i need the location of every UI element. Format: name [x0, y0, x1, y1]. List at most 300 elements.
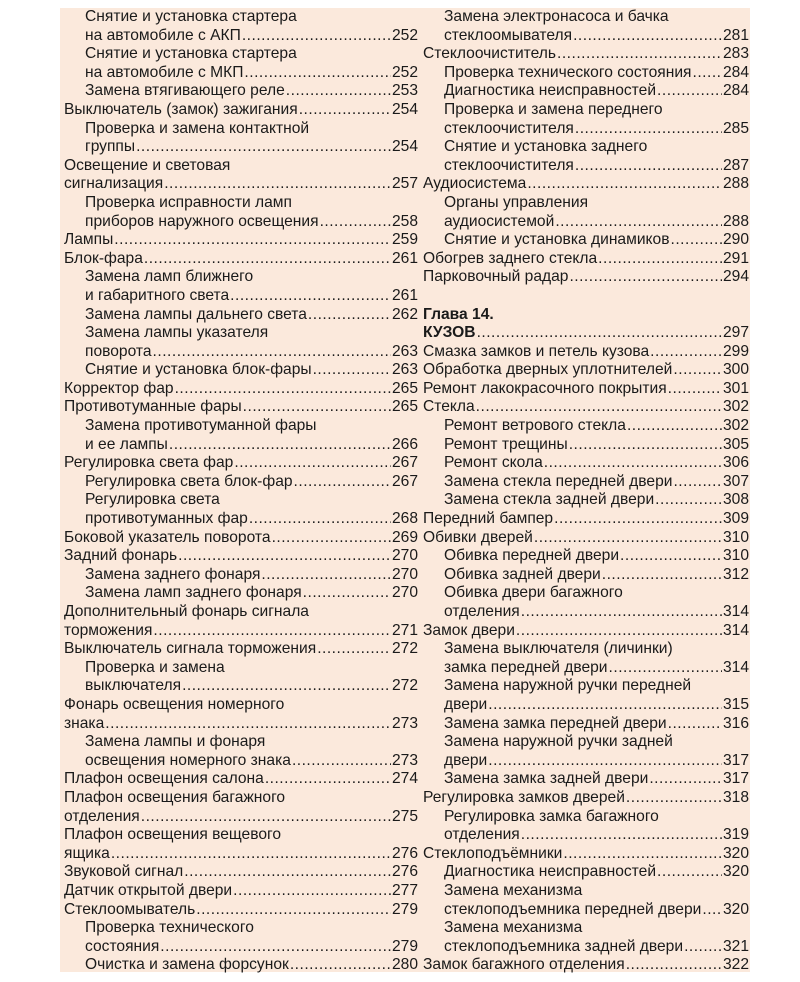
toc-dot-leader: [563, 845, 722, 864]
toc-page-number: 272: [391, 640, 418, 658]
toc-dot-leader: [544, 454, 722, 473]
toc-dot-leader: [169, 436, 391, 455]
toc-page-number: 284: [722, 82, 749, 100]
toc-entry[interactable]: [423, 361, 749, 380]
toc-page-number: 271: [391, 621, 418, 639]
toc-page-number: 310: [722, 528, 749, 546]
toc-page-number: 273: [391, 751, 418, 769]
toc-dot-leader: [175, 380, 391, 399]
toc-dot-leader: [626, 956, 722, 975]
toc-entry[interactable]: [64, 956, 418, 975]
toc-dot-leader: [477, 324, 722, 343]
toc-entry-title: Обивка задней двери: [444, 565, 601, 583]
toc-entry-title: торможения: [64, 621, 153, 639]
toc-dot-leader: [521, 603, 722, 622]
toc-entry-title: Проверка и замена контактной: [85, 119, 310, 137]
toc-entry-title: Замена замка задней двери: [444, 770, 649, 788]
toc-entry-title: Глава 14.: [423, 305, 494, 323]
toc-page-number: 321: [722, 937, 749, 955]
toc-entry-title: Проверка и замена: [85, 658, 225, 676]
toc-entry[interactable]: [423, 250, 749, 269]
toc-dot-leader: [160, 938, 391, 957]
toc-chapter-heading[interactable]: [423, 306, 749, 343]
toc-dot-leader: [164, 175, 391, 194]
toc-page-number: 283: [722, 45, 749, 63]
toc-page-number: 267: [391, 472, 418, 490]
toc-entry-title: Снятие и установка динамиков: [444, 231, 670, 249]
toc-entry-title: Очистка и замена форсунок: [85, 956, 289, 974]
toc-entry-title: стеклоомывателя: [444, 26, 573, 44]
toc-page-number: 269: [391, 528, 418, 546]
toc-page-number: 257: [391, 175, 418, 193]
toc-entry-title: Регулировка замка багажного: [444, 807, 659, 825]
toc-entry[interactable]: [64, 101, 418, 120]
toc-dot-leader: [111, 845, 391, 864]
toc-entry[interactable]: [64, 231, 418, 250]
toc-page-number: 280: [391, 956, 418, 974]
toc-entry[interactable]: [64, 603, 418, 640]
toc-page-number: 291: [722, 249, 749, 267]
toc-entry[interactable]: [64, 8, 418, 45]
toc-entry-title: приборов наружного освещения: [85, 212, 319, 230]
toc-entry-title: Регулировка света блок-фар: [85, 472, 293, 490]
toc-entry[interactable]: [423, 770, 749, 789]
toc-entry-title: стеклоочистителя: [444, 119, 574, 137]
toc-entry-title: Замена стекла задней двери: [444, 491, 655, 509]
toc-entry[interactable]: [64, 733, 418, 770]
toc-entry-title: отделения: [444, 603, 520, 620]
toc-page-number: 270: [391, 565, 418, 583]
toc-dot-leader: [178, 547, 391, 566]
toc-entry-title: Снятие и установка стартера: [85, 8, 297, 25]
toc-spacer: [423, 287, 749, 306]
toc-entry-title: Регулировка света фар: [64, 454, 234, 472]
toc-page-number: 266: [391, 435, 418, 453]
toc-entry-title: Замена заднего фонаря: [85, 565, 261, 583]
toc-page-number: 300: [722, 361, 749, 379]
toc-page-number: 276: [391, 844, 418, 862]
toc-dot-leader: [114, 231, 391, 250]
toc-entry-title: Замена ламп ближнего: [85, 268, 254, 286]
toc-entry[interactable]: [423, 529, 749, 548]
toc-dot-leader: [184, 863, 391, 882]
toc-entry[interactable]: [423, 231, 749, 250]
toc-entry-title: выключателя: [85, 677, 182, 695]
toc-dot-leader: [488, 752, 722, 771]
toc-entry[interactable]: [423, 64, 749, 83]
toc-entry-title: и габаритного света: [85, 286, 230, 304]
toc-entry[interactable]: [64, 380, 418, 399]
toc-entry[interactable]: [64, 901, 418, 920]
toc-entry-title: Замена стекла передней двери: [444, 472, 673, 490]
toc-dot-leader: [286, 82, 391, 101]
toc-entry[interactable]: [423, 919, 749, 956]
toc-dot-leader: [234, 454, 391, 473]
toc-page-number: 270: [391, 547, 418, 565]
toc-entry-title: освещения номерного знака: [85, 751, 291, 769]
toc-dot-leader: [320, 213, 391, 232]
toc-page-number: 309: [722, 510, 749, 528]
toc-dot-leader: [488, 696, 722, 715]
toc-entry[interactable]: [423, 101, 749, 138]
toc-dot-leader: [516, 622, 722, 641]
toc-entry-title: Ремонт трещины: [444, 435, 568, 453]
toc-page-number: 284: [722, 63, 749, 81]
toc-entry-title: Снятие и установка блок-фары: [85, 361, 312, 379]
toc-dot-leader: [534, 529, 722, 548]
toc-page-number: 254: [391, 138, 418, 156]
toc-entry[interactable]: [423, 417, 749, 436]
toc-dot-leader: [303, 584, 391, 603]
toc-entry-title: Ремонт ветрового стекла: [444, 417, 626, 435]
toc-entry[interactable]: [423, 510, 749, 529]
toc-page-number: 261: [391, 249, 418, 267]
toc-dot-leader: [569, 436, 722, 455]
toc-entry-title: поворота: [85, 342, 152, 360]
toc-entry-title: Снятие и установка стартера: [85, 45, 297, 63]
toc-dot-leader: [244, 64, 391, 83]
toc-dot-leader: [684, 938, 722, 957]
toc-entry[interactable]: [64, 268, 418, 305]
toc-dot-leader: [673, 473, 722, 492]
toc-dot-leader: [693, 64, 722, 83]
toc-dot-leader: [668, 380, 722, 399]
toc-dot-leader: [554, 510, 722, 529]
toc-entry-title: Замок багажного отделения: [423, 956, 625, 974]
toc-entry-title: Снятие и установка заднего: [444, 138, 648, 156]
toc-dot-leader: [243, 398, 391, 417]
toc-entry-title: Обработка дверных уплотнителей: [423, 361, 673, 379]
toc-entry-title: Звуковой сигнал: [64, 863, 184, 881]
toc-entry-title: Передний бампер: [423, 510, 554, 528]
toc-entry-title: Освещение и световая: [64, 156, 231, 174]
toc-entry[interactable]: [64, 659, 418, 696]
toc-entry-title: Замена лампы указателя: [85, 324, 269, 342]
toc-page-number: 299: [722, 342, 749, 360]
toc-entry[interactable]: [423, 584, 749, 621]
toc-entry[interactable]: [423, 82, 749, 101]
toc-entry[interactable]: [64, 696, 418, 733]
toc-entry[interactable]: [64, 361, 418, 380]
toc-entry[interactable]: [64, 250, 418, 269]
toc-entry-title: Замена электронасоса и бачка: [444, 8, 669, 25]
toc-page-number: 305: [722, 435, 749, 453]
toc-dot-leader: [602, 566, 722, 585]
toc-entry[interactable]: [423, 454, 749, 473]
toc-dot-leader: [657, 863, 722, 882]
toc-dot-leader: [242, 27, 391, 46]
toc-entry-title: Диагностика неисправностей: [444, 863, 657, 881]
toc-entry-title: состояния: [85, 937, 160, 955]
toc-dot-leader: [657, 82, 722, 101]
toc-page-number: 252: [391, 63, 418, 81]
toc-entry[interactable]: [64, 863, 418, 882]
toc-page-number: 267: [391, 454, 418, 472]
toc-page-number: 302: [722, 398, 749, 416]
toc-page-number: 281: [722, 26, 749, 44]
toc-page-number: 290: [722, 231, 749, 249]
toc-page-number: 288: [722, 212, 749, 230]
toc-dot-leader: [668, 715, 722, 734]
toc-entry[interactable]: [64, 640, 418, 659]
toc-dot-leader: [292, 752, 391, 771]
toc-entry[interactable]: [423, 863, 749, 882]
toc-dot-leader: [620, 547, 722, 566]
toc-dot-leader: [105, 715, 391, 734]
toc-page-number: 320: [722, 844, 749, 862]
toc-entry-title: КУЗОВ: [423, 324, 476, 342]
toc-page-number: 263: [391, 342, 418, 360]
toc-entry[interactable]: [423, 436, 749, 455]
toc-page-number: 252: [391, 26, 418, 44]
toc-entry-title: Проверка технического состояния: [444, 63, 692, 81]
toc-page-number: 312: [722, 565, 749, 583]
toc-entry-title: Ремонт скола: [444, 454, 543, 472]
toc-entry-title: Парковочный радар: [423, 268, 569, 286]
toc-dot-leader: [671, 231, 722, 250]
toc-entry[interactable]: [64, 120, 418, 157]
toc-entry[interactable]: [423, 343, 749, 362]
toc-entry[interactable]: [64, 826, 418, 863]
toc-entry-title: Замена лампы дальнего света: [85, 305, 307, 323]
toc-entry-title: Замена втягивающего реле: [85, 82, 285, 100]
toc-entry-title: Дополнительный фонарь сигнала: [64, 603, 309, 620]
toc-entry[interactable]: [64, 398, 418, 417]
toc-page-number: 310: [722, 547, 749, 565]
toc-entry-title: Замена механизма: [444, 881, 583, 899]
toc-dot-leader: [557, 45, 722, 64]
toc-entry-title: стеклоочистителя: [444, 156, 574, 174]
toc-entry[interactable]: [423, 175, 749, 194]
toc-dot-leader: [702, 901, 722, 920]
toc-page-number: 306: [722, 454, 749, 472]
toc-entry-title: стеклоподъемника передней двери: [444, 900, 702, 918]
toc-entry[interactable]: [64, 45, 418, 82]
toc-page-number: 258: [391, 212, 418, 230]
toc-page-number: 261: [391, 286, 418, 304]
toc-page-number: 275: [391, 807, 418, 825]
toc-entry-title: Плафон освещения вещевого: [64, 826, 282, 844]
toc-dot-leader: [290, 956, 391, 975]
toc-entry-title: Обогрев заднего стекла: [423, 249, 598, 267]
toc-dot-leader: [655, 491, 722, 510]
toc-entry-title: Плафон освещения салона: [64, 770, 264, 788]
toc-entry-title: Замена ламп заднего фонаря: [85, 584, 302, 602]
toc-entry-title: Обивка передней двери: [444, 547, 620, 565]
toc-page-number: 263: [391, 361, 418, 379]
toc-entry-title: Органы управления: [444, 193, 589, 211]
toc-entry-title: Замок двери: [423, 621, 515, 639]
toc-dot-leader: [609, 659, 722, 678]
toc-dot-leader: [317, 640, 391, 659]
toc-entry-title: замка передней двери: [444, 658, 608, 676]
toc-entry[interactable]: [423, 380, 749, 399]
toc-entry-title: двери: [444, 695, 488, 713]
toc-dot-leader: [476, 398, 722, 417]
toc-page-number: 288: [722, 175, 749, 193]
toc-entry[interactable]: [64, 306, 418, 325]
toc-entry-title: противотуманных фар: [85, 510, 248, 528]
toc-entry-title: Боковой указатель поворота: [64, 528, 271, 546]
toc-entry[interactable]: [423, 8, 749, 45]
toc-entry-title: Выключатель (замок) зажигания: [64, 100, 298, 118]
toc-entry-title: Регулировка света: [85, 491, 220, 509]
toc-dot-leader: [196, 901, 391, 920]
toc-entry[interactable]: [423, 491, 749, 510]
toc-entry-title: Проверка технического: [85, 919, 254, 937]
toc-entry-title: Фонарь освещения номерного: [64, 695, 285, 713]
toc-entry[interactable]: [64, 529, 418, 548]
toc-entry-title: Замена противотуманной фары: [85, 417, 317, 435]
toc-page-number: 302: [722, 417, 749, 435]
toc-dot-leader: [136, 138, 391, 157]
toc-dot-leader: [233, 882, 391, 901]
toc-entry[interactable]: [423, 622, 749, 641]
toc-dot-leader: [265, 770, 391, 789]
toc-dot-leader: [272, 529, 391, 548]
toc-entry-title: Замена выключателя (личинки): [444, 640, 673, 658]
toc-entry-title: ящика: [64, 844, 110, 862]
toc-dot-leader: [144, 250, 391, 269]
toc-entry[interactable]: [64, 882, 418, 901]
toc-page-number: 277: [391, 881, 418, 899]
toc-entry-title: знака: [64, 714, 105, 732]
toc-dot-leader: [527, 175, 722, 194]
toc-entry[interactable]: [64, 417, 418, 454]
toc-entry-title: Проверка и замена переднего: [444, 100, 663, 118]
toc-entry[interactable]: [64, 473, 418, 492]
toc-page-number: 315: [722, 695, 749, 713]
toc-entry[interactable]: [64, 491, 418, 528]
toc-entry[interactable]: [64, 324, 418, 361]
toc-entry[interactable]: [64, 157, 418, 194]
toc-entry[interactable]: [423, 138, 749, 175]
toc-entry-title: Обивка двери багажного: [444, 584, 623, 602]
toc-page-number: 314: [722, 621, 749, 639]
toc-entry-title: отделения: [444, 826, 520, 844]
toc-entry-title: Обивки дверей: [423, 528, 533, 546]
toc-entry-title: Замена механизма: [444, 919, 583, 937]
toc-entry[interactable]: [423, 547, 749, 566]
toc-dot-leader: [569, 268, 722, 287]
toc-entry-title: Стеклоочиститель: [423, 45, 557, 63]
toc-page-number: 265: [391, 398, 418, 416]
toc-entry[interactable]: [423, 715, 749, 734]
toc-page-number: 272: [391, 677, 418, 695]
toc-entry[interactable]: [423, 398, 749, 417]
toc-entry-title: группы: [85, 138, 136, 156]
toc-entry-title: Лампы: [64, 231, 114, 249]
toc-entry[interactable]: [423, 473, 749, 492]
toc-entry[interactable]: [423, 808, 749, 845]
toc-dot-leader: [521, 826, 722, 845]
toc-page-number: 259: [391, 231, 418, 249]
toc-entry-title: Проверка исправности ламп: [85, 193, 292, 211]
toc-entry-title: Диагностика неисправностей: [444, 82, 657, 100]
toc-entry-title: Стекла: [423, 398, 475, 416]
toc-entry-title: Ремонт лакокрасочного покрытия: [423, 379, 667, 397]
toc-page-number: 253: [391, 82, 418, 100]
toc-dot-leader: [299, 101, 391, 120]
toc-entry-title: стеклоподъемника задней двери: [444, 937, 684, 955]
toc-entry[interactable]: [64, 566, 418, 585]
toc-entry-title: Замена наружной ручки передней: [444, 677, 692, 695]
toc-entry[interactable]: [423, 640, 749, 677]
toc-page-number: 322: [722, 956, 749, 974]
toc-page-number: 316: [722, 714, 749, 732]
toc-entry[interactable]: [423, 845, 749, 864]
toc-dot-leader: [555, 213, 722, 232]
toc-page-number: 320: [722, 900, 749, 918]
toc-entry[interactable]: [423, 733, 749, 770]
toc-entry-title: Корректор фар: [64, 379, 174, 397]
table-of-contents: [60, 8, 750, 972]
toc-dot-leader: [182, 677, 391, 696]
toc-page-number: 294: [722, 268, 749, 286]
toc-page-number: 318: [722, 788, 749, 806]
toc-page-number: 320: [722, 863, 749, 881]
toc-page-number: 274: [391, 770, 418, 788]
toc-entry[interactable]: [64, 919, 418, 956]
toc-entry-title: отделения: [64, 807, 140, 825]
toc-page-number: 279: [391, 900, 418, 918]
toc-entry[interactable]: [64, 194, 418, 231]
toc-entry[interactable]: [64, 454, 418, 473]
toc-page-number: 317: [722, 751, 749, 769]
toc-entry[interactable]: [64, 82, 418, 101]
toc-page-number: 319: [722, 826, 749, 844]
toc-page-number: 287: [722, 156, 749, 174]
toc-entry[interactable]: [423, 194, 749, 231]
toc-entry[interactable]: [423, 677, 749, 714]
toc-dot-leader: [573, 27, 722, 46]
toc-dot-leader: [249, 510, 391, 529]
toc-entry[interactable]: [423, 882, 749, 919]
toc-page-number: 297: [722, 324, 749, 342]
toc-page-number: 314: [722, 603, 749, 620]
toc-entry-title: Датчик открытой двери: [64, 881, 233, 899]
toc-entry-title: Замена наружной ручки задней: [444, 733, 673, 751]
toc-entry[interactable]: [423, 45, 749, 64]
toc-dot-leader: [575, 157, 722, 176]
toc-entry[interactable]: [423, 566, 749, 585]
toc-entry-title: сигнализация: [64, 175, 164, 193]
toc-dot-leader: [649, 770, 722, 789]
toc-entry[interactable]: [64, 770, 418, 789]
toc-page-number: 301: [722, 379, 749, 397]
toc-page-number: 270: [391, 584, 418, 602]
toc-page-number: 262: [391, 305, 418, 323]
toc-page-number: 273: [391, 714, 418, 732]
toc-entry-title: на автомобиле с МКП: [85, 63, 244, 81]
toc-dot-leader: [626, 789, 722, 808]
toc-page-number: 314: [722, 658, 749, 676]
toc-entry[interactable]: [64, 789, 418, 826]
toc-entry[interactable]: [423, 956, 749, 975]
toc-entry[interactable]: [64, 547, 418, 566]
toc-entry-title: и ее лампы: [85, 435, 168, 453]
toc-entry-title: Стеклоподъёмники: [423, 844, 563, 862]
toc-entry-title: Смазка замков и петель кузова: [423, 342, 650, 360]
toc-entry[interactable]: [423, 268, 749, 287]
toc-entry-title: Замена лампы и фонаря: [85, 733, 266, 751]
toc-dot-leader: [650, 343, 722, 362]
toc-page-number: 308: [722, 491, 749, 509]
toc-entry[interactable]: [64, 584, 418, 603]
toc-entry-title: Задний фонарь: [64, 547, 178, 565]
toc-dot-leader: [575, 120, 722, 139]
toc-entry[interactable]: [423, 789, 749, 808]
